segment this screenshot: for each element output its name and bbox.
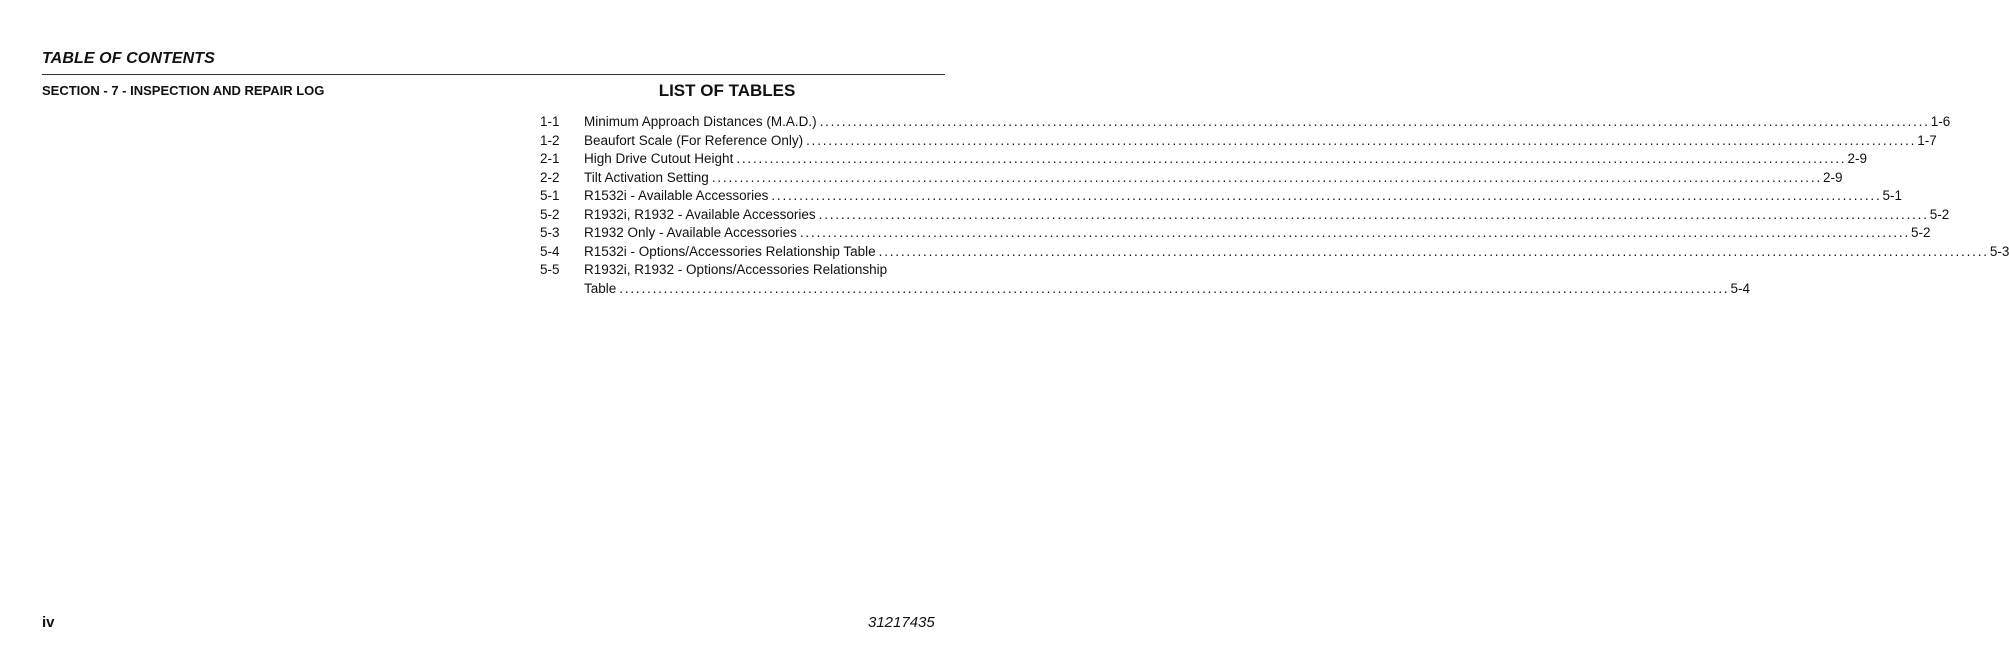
toc-entry[interactable] [540, 261, 945, 280]
toc-entry-number: 5-4 [540, 243, 560, 259]
toc-entry-continuation[interactable] [540, 280, 1750, 299]
toc-entry-label: Beaufort Scale (For Reference Only) [584, 132, 804, 148]
header-divider [42, 74, 945, 75]
toc-entry-label: R1532i - Available Accessories [584, 188, 769, 203]
toc-entry-number: 2-1 [540, 151, 560, 166]
toc-entry-label-continued: Table [584, 280, 617, 296]
toc-entry-page: 1-6 [1930, 114, 1951, 129]
list-of-tables-title: LIST OF TABLES [658, 81, 796, 100]
toc-entry-page: 5-3 [1989, 243, 2009, 259]
toc-entry-number: 5-2 [540, 206, 560, 222]
toc-dot-leader: ........................................................................................................................................................................................................ [818, 206, 1929, 222]
toc-entry-number: 1-2 [540, 132, 560, 148]
toc-entry-label: Tilt Activation Setting [584, 169, 709, 185]
toc-entry-page: 5-2 [1929, 206, 1950, 222]
toc-entry[interactable] [540, 224, 1931, 243]
toc-dot-leader: ........................................................................................................................................................................................................ [736, 151, 1847, 166]
toc-dot-leader: ........................................................................................................................................................................................................ [806, 132, 1917, 148]
toc-dot-leader: ........................................................................................................................................................................................................ [799, 225, 1911, 240]
toc-dot-leader: ........................................................................................................................................................................................................ [619, 280, 1730, 296]
toc-entry-number: 5-5 [540, 262, 560, 277]
page-number: iv [42, 614, 55, 631]
toc-entry-label: R1932i, R1932 - Available Accessories [584, 206, 816, 222]
toc-entry[interactable] [540, 169, 1843, 188]
toc-entry-page: 5-1 [1882, 188, 1903, 203]
toc-entry[interactable] [540, 187, 1903, 206]
toc-entry-number: 1-1 [540, 114, 560, 129]
toc-entry-number: 5-3 [540, 225, 560, 240]
toc-entry-label: R1932 Only - Available Accessories [584, 225, 797, 240]
toc-dot-leader: ........................................................................................................................................................................................................ [711, 169, 1822, 185]
toc-entry[interactable] [540, 150, 1867, 169]
toc-entry-page: 2-9 [1847, 151, 1867, 166]
document-number: 31217435 [868, 614, 935, 631]
toc-entry[interactable] [540, 243, 2009, 262]
toc-entry[interactable] [540, 132, 1937, 151]
toc-entry-number: 2-2 [540, 169, 560, 185]
toc-entry-page: 5-2 [1911, 225, 1931, 240]
toc-entry-page: 2-9 [1822, 169, 1843, 185]
page-header-title: TABLE OF CONTENTS [42, 50, 215, 67]
toc-entry-page: 1-7 [1917, 132, 1937, 148]
toc-entry-label: High Drive Cutout Height [584, 151, 734, 166]
toc-entry-number: 5-1 [540, 188, 560, 203]
list-of-tables [540, 113, 2009, 298]
toc-entry-label: Minimum Approach Distances (M.A.D.) [584, 114, 817, 129]
toc-entry-page: 5-4 [1730, 280, 1750, 296]
toc-entry[interactable] [540, 206, 1950, 225]
toc-entry-label: R1932i, R1932 - Options/Accessories Relationship [584, 262, 888, 277]
toc-dot-leader: ........................................................................................................................................................................................................ [878, 243, 1989, 259]
toc-entry-label: R1532i - Options/Accessories Relationship Table [584, 243, 876, 259]
toc-dot-leader: ........................................................................................................................................................................................................ [819, 114, 1930, 129]
section-heading: SECTION - 7 - INSPECTION AND REPAIR LOG [42, 83, 325, 98]
toc-entry[interactable] [540, 113, 1951, 132]
toc-dot-leader: ........................................................................................................................................................................................................ [771, 188, 1882, 203]
